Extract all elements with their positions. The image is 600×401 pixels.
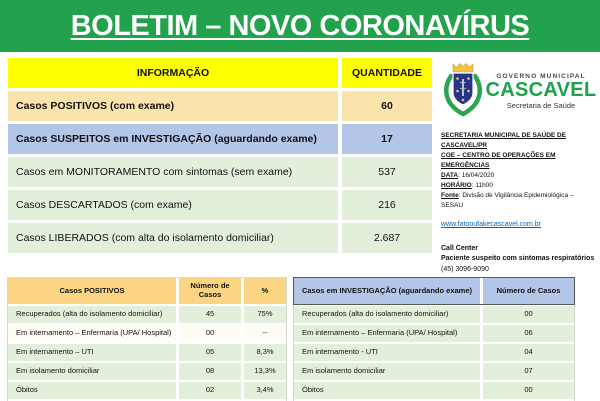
table-row [8, 223, 432, 253]
logo-department: Secretaria de Saúde [506, 100, 576, 110]
source-line: Fonte: Divisão de Vigilância Epidemiológica – SESAU [441, 192, 574, 210]
column-header: Casos em INVESTIGAÇÃO (aguardando exame) [294, 278, 480, 304]
row-value: 75% [244, 306, 286, 323]
row-label: Em isolamento domiciliar [8, 363, 176, 380]
logo-city-name: CASCAVEL [485, 78, 597, 101]
call-center-phone: (45) 3096-9090 [441, 265, 489, 273]
call-center-subtitle: Paciente suspeito com sintomas respiratórios [441, 255, 595, 262]
table-header-row [8, 278, 286, 304]
table-row [8, 157, 432, 187]
row-value: 45 [179, 306, 241, 323]
table-row [8, 91, 432, 121]
table-row [8, 325, 286, 342]
table-row [8, 363, 286, 380]
row-value: 06 [483, 325, 574, 342]
coe-line: COE – CENTRO DE OPERAÇÕES EM EMERGÊNCIAS [441, 152, 556, 170]
column-header: % [244, 278, 286, 304]
table-row [8, 190, 432, 220]
row-label: Casos em MONITORAMENTO com sintomas (sem exame) [8, 157, 338, 187]
row-label: Casos SUSPEITOS em INVESTIGAÇÃO (aguardando exame) [8, 124, 338, 154]
row-value: 00 [179, 325, 241, 342]
row-label: Óbitos [294, 382, 480, 399]
row-value: -- [244, 325, 286, 342]
row-value: 02 [179, 382, 241, 399]
table-row [8, 344, 286, 361]
column-header: Número de Casos [179, 278, 241, 304]
column-header: QUANTIDADE [342, 58, 432, 88]
row-value: 17 [342, 124, 432, 154]
table-row [8, 382, 286, 399]
row-label: Em internamento – UTI [8, 344, 176, 361]
table-header-row [294, 278, 574, 304]
logo-government-label: GOVERNO MUNICIPAL [496, 72, 586, 80]
summary-table [8, 58, 432, 253]
row-value: 13,3% [244, 363, 286, 380]
row-value: 00 [483, 306, 574, 323]
table-row [294, 325, 574, 342]
row-value: 216 [342, 190, 432, 220]
row-label: Em internamento - UTI [294, 344, 480, 361]
time-line: HORÁRIO: 11h00 [441, 182, 493, 190]
call-center-info [441, 244, 597, 276]
row-label: Recuperados (alta do isolamento domiciliar) [8, 306, 176, 323]
logo-text [485, 73, 597, 110]
table-row [294, 382, 574, 399]
row-label: Recuperados (alta do isolamento domiciliar) [294, 306, 480, 323]
banner [0, 0, 600, 52]
call-center-title: Call Center [441, 244, 478, 252]
bulletin-title: BOLETIM – NOVO CORONAVÍRUS [70, 9, 530, 42]
date-line: DATA: 16/04/2020 [441, 172, 495, 180]
row-value: 07 [483, 363, 574, 380]
secretaria-info [441, 131, 597, 212]
row-label: Em internamento – Enfermaria (UPA/ Hospital) [294, 325, 480, 342]
table-row [8, 124, 432, 154]
column-header: Número de Casos [483, 278, 574, 304]
row-label: Em internamento – Enfermaria (UPA/ Hospital) [8, 325, 176, 342]
row-value: 08 [179, 363, 241, 380]
row-label: Casos POSITIVOS (com exame) [8, 91, 338, 121]
row-value: 00 [483, 382, 574, 399]
column-header: INFORMAÇÃO [8, 58, 338, 88]
city-crest-icon [441, 60, 485, 123]
row-value: 3,4% [244, 382, 286, 399]
investigation-cases-table [294, 278, 574, 401]
table-row [294, 363, 574, 380]
table-row [8, 306, 286, 323]
row-label: Óbitos [8, 382, 176, 399]
row-value: 537 [342, 157, 432, 187]
table-row [294, 306, 574, 323]
row-label: Casos DESCARTADOS (com exame) [8, 190, 338, 220]
column-header: Casos POSITIVOS [8, 278, 176, 304]
positive-cases-table [8, 278, 286, 401]
website-link[interactable]: www.fatooufakecascavel.com.br [441, 220, 541, 228]
sidebar [441, 58, 597, 275]
row-value: 8,3% [244, 344, 286, 361]
row-value: 05 [179, 344, 241, 361]
row-value: 2.687 [342, 223, 432, 253]
table-row [294, 344, 574, 361]
government-logo [441, 58, 597, 124]
table-header-row [8, 58, 432, 88]
row-value: 04 [483, 344, 574, 361]
secretaria-line: SECRETARIA MUNICIPAL DE SAÚDE DE CASCAVEL/PR [441, 132, 567, 150]
row-value: 60 [342, 91, 432, 121]
row-label: Em isolamento domiciliar [294, 363, 480, 380]
row-label: Casos LIBERADOS (com alta do isolamento domiciliar) [8, 223, 338, 253]
